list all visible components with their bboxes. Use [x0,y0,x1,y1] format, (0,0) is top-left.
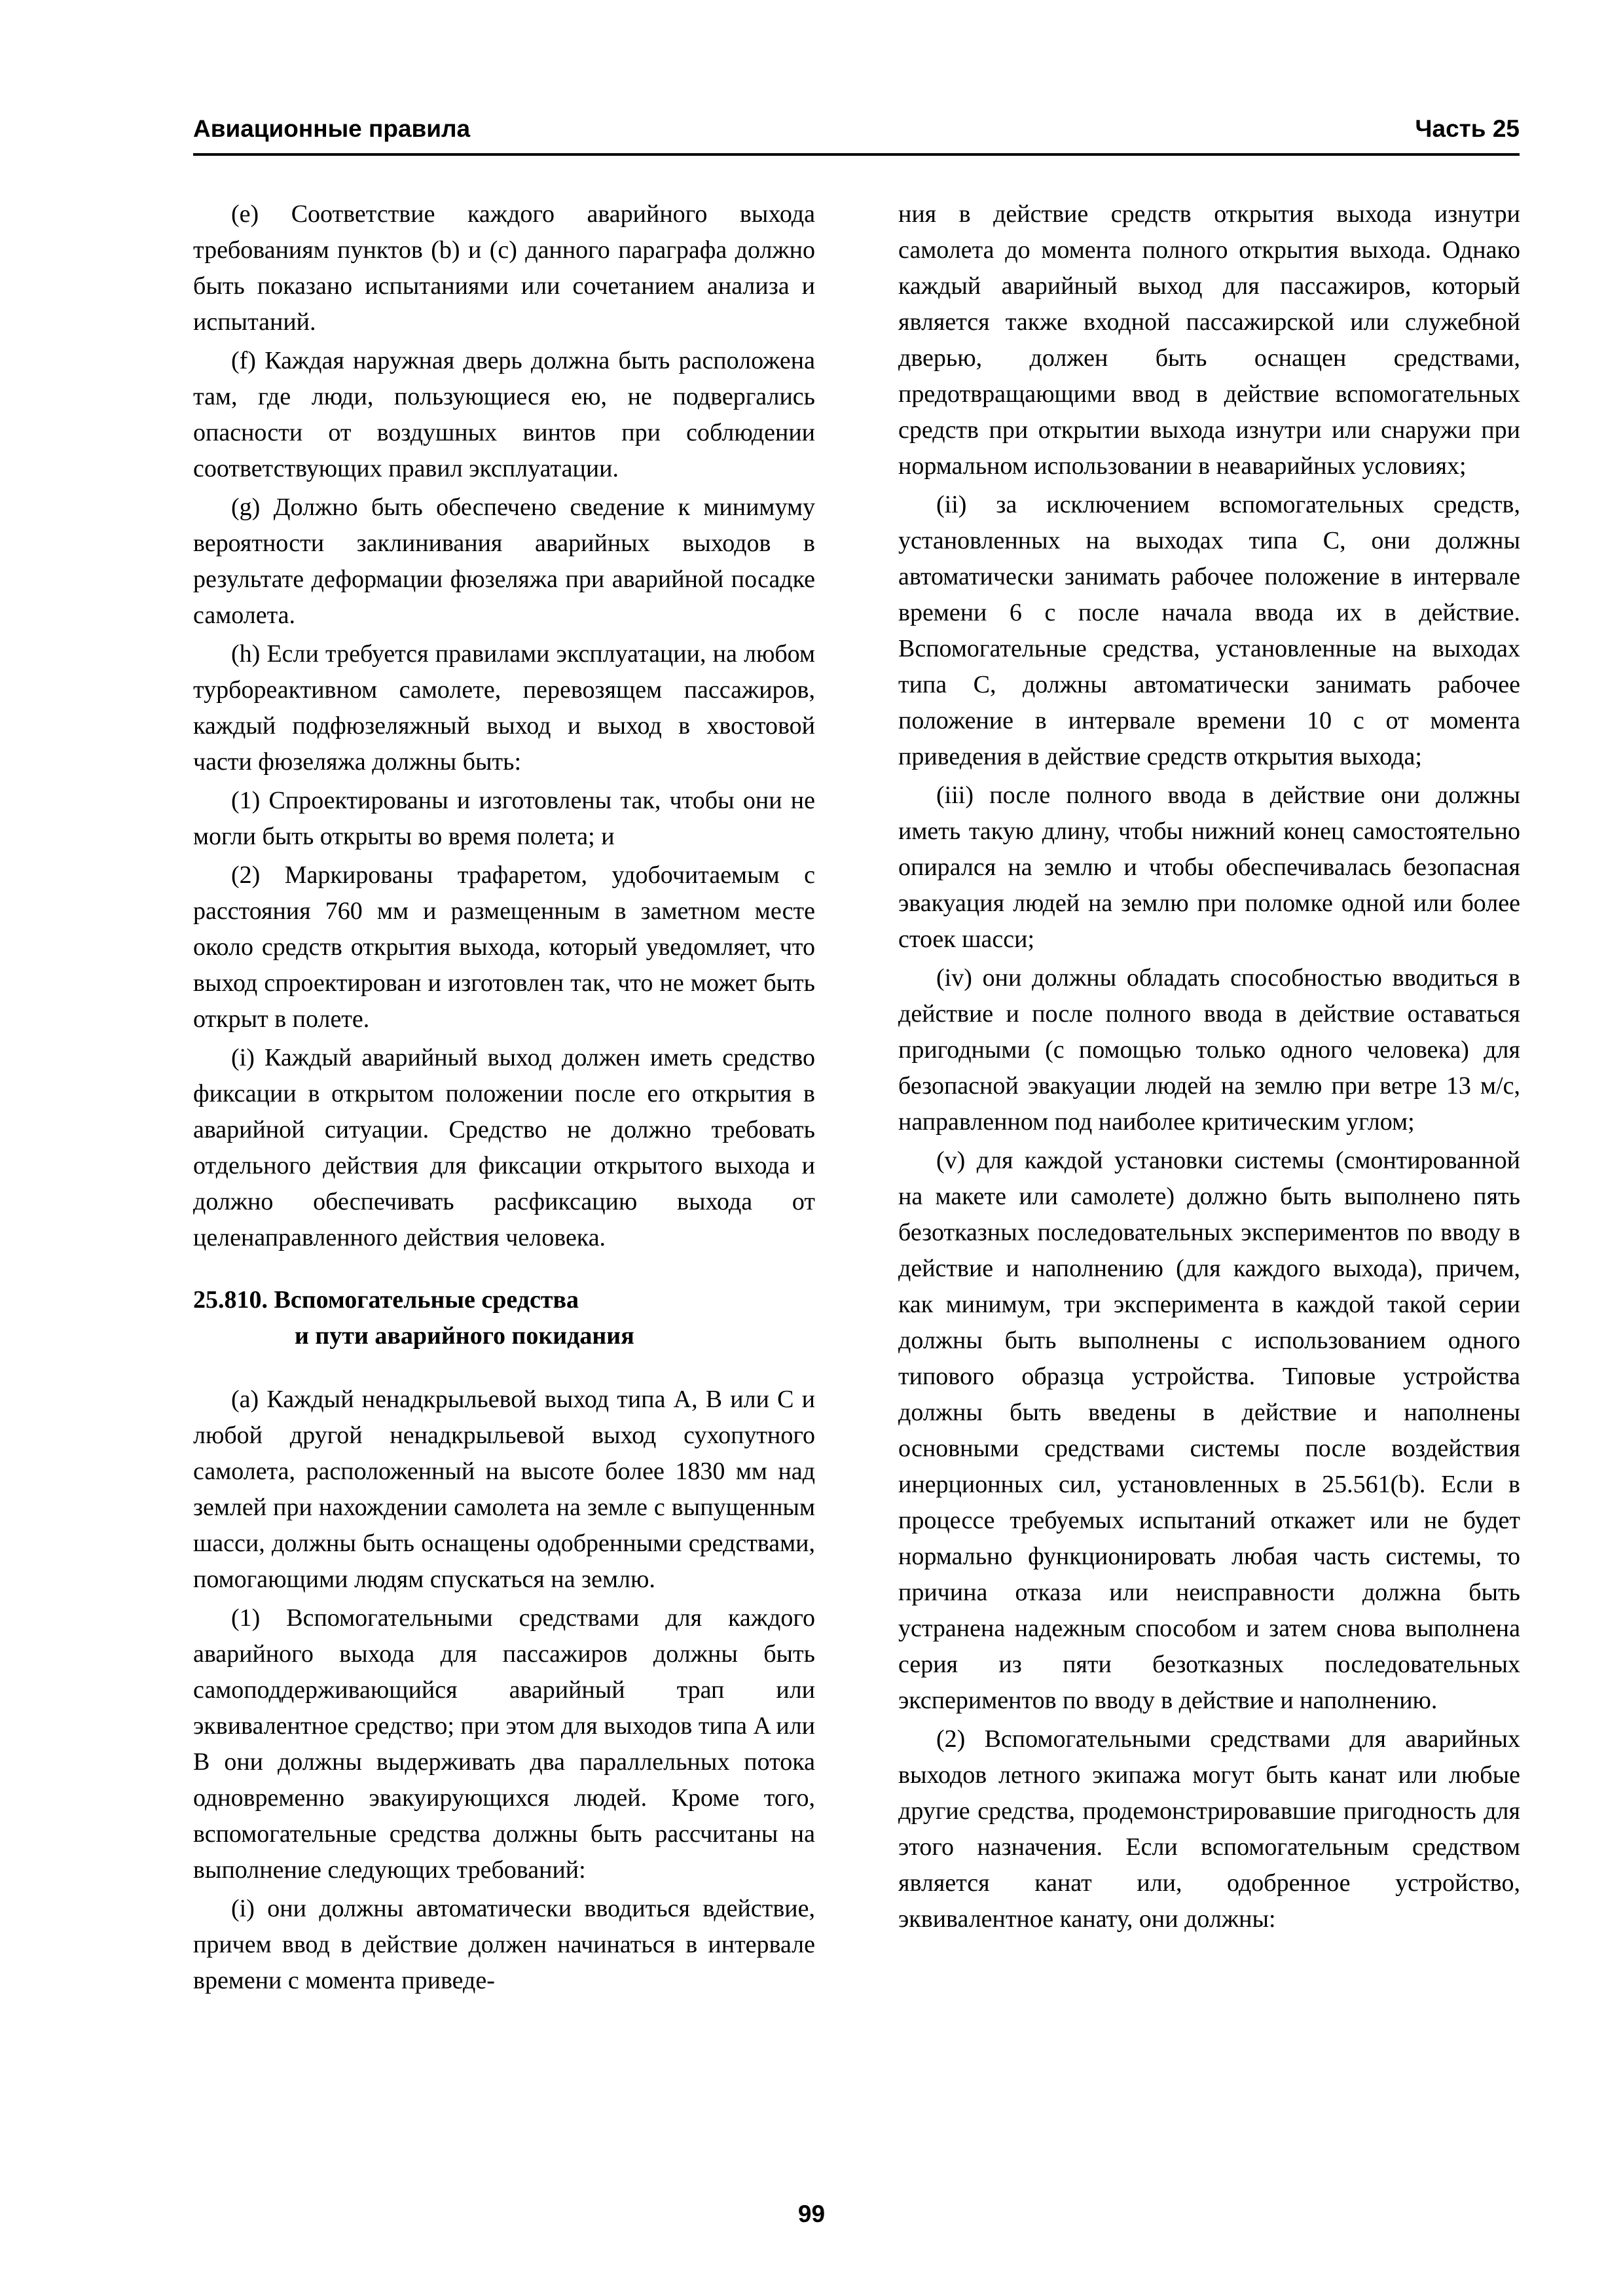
paragraph-810-a: (a) Каждый ненадкрыльевой выход типа A, B или C и любой другой ненадкрыльевой выход сухопутного самолета, расположенный на высоте более 1830 мм над землей при нахождении самолета на земле с выпущенным шасси, должны быть оснащены одобренными средствами, помогающими людям спускаться на землю. [193,1386,815,1593]
header-rule [193,153,1520,156]
page-number: 99 [797,2200,826,2227]
paragraph-h-1: (1) Спроектированы и изготовлены так, чтобы они не могли быть открыты во время полета; и [193,787,815,850]
paragraph-i: (i) Каждый аварийный выход должен иметь средство фиксации в открытом положении после его открытия в аварийной ситуации. Средство не должно требовать отдельного действия для фиксации открытого выхода и должно обеспечивать расфиксацию выхода от целенаправленного действия человека. [193,1044,815,1251]
left-column [193,196,815,2001]
paragraph-iii: (iii) после полного ввода в действие они должны иметь такую длину, чтобы нижний конец самостоятельно опирался на землю и чтобы обеспечивалась безопасная эвакуация людей на землю при поломке одной или более стоек шасси; [898,781,1520,953]
header-part: Часть 25 [1415,115,1520,142]
paragraph-h: (h) Если требуется правилами эксплуатации, на любом турбореактивном самолете, перевозящем пассажиров, каждый подфюзеляжный выход и выход в хвостовой части фюзеляжа должны быть: [193,640,815,776]
section-title-line-1: 25.810. Вспомогательные средства [193,1286,579,1314]
paragraph-e: (e) Соответствие каждого аварийного выхода требованиям пунктов (b) и (c) данного параграфа должно быть показано испытаниями или сочетанием анализа и испытаний. [193,200,815,336]
paragraph-h-2: (2) Маркированы трафаретом, удобочитаемым с расстояния 760 мм и размещенным в заметном месте около средств открытия выхода, который уведомляет, что выход спроектирован и изготовлен так, что не может быть открыт в полете. [193,861,815,1033]
paragraph-iv: (iv) они должны обладать способностью вводиться в действие и после полного ввода в действие оставаться пригодными (с помощью только одного человека) для безопасной эвакуации людей на землю при ветре 13 м/с, направленном под наиболее критическим углом; [898,964,1520,1136]
section-title-line-2: и пути аварийного покидания [295,1322,634,1350]
paragraph-f: (f) Каждая наружная дверь должна быть расположена там, где люди, пользующиеся ею, не подвергались опасности от воздушных винтов при соблюдении соответствующих правил эксплуатации. [193,347,815,482]
paragraph-810-a-2: (2) Вспомогательными средствами для аварийных выходов летного экипажа могут быть канат или любые другие средства, продемонстрировавшие пригодность для этого назначения. Если вспомогательным средством является канат или, одобренное устройство, эквивалентное канату, они должны: [898,1725,1520,1933]
right-column [898,196,1520,1940]
running-header [193,115,1520,144]
section-title [193,1282,815,1354]
paragraph-continuation: ния в действие средств открытия выхода изнутри самолета до момента полного открытия выхода. Однако каждый аварийный выход для пассажиров, который является также входной пассажирской или служебной дверью, должен быть оснащен средствами, предотвращающими ввод в действие вспомогательных средств при открытии выхода изнутри или снаружи при нормальном использовании в неаварийных условиях; [898,200,1520,480]
header-title: Авиационные правила [193,115,471,142]
paragraph-v: (v) для каждой установки системы (смонтированной на макете или самолете) должно быть выполнено пять безотказных последовательных экспериментов по вводу в действие и наполнению (для каждого выхода), причем, как минимум, три эксперимента в каждой такой серии должны быть выполнены с использованием одного типового образца устройства. Типовые устройства должны быть введены в действие и наполнены основными средствами системы после воздействия инерционных сил, установленных в 25.561(b). Если в процессе требуемых испытаний откажет или не будет нормально функционировать любая часть системы, то причина отказа или неисправности должна быть устранена надежным способом и затем снова выполнена серия из пяти безотказных последовательных экспериментов по вводу в действие и наполнению. [898,1147,1520,1714]
paragraph-ii: (ii) за исключением вспомогательных средств, установленных на выходах типа C, они должны автоматически занимать рабочее положение в интервале времени 6 с после начала ввода их в действие. Вспомогательные средства, установленные на выходах типа C, должны автоматически занимать рабочее положение в интервале времени 10 с от момента приведения в действие средств открытия выхода; [898,491,1520,770]
paragraph-810-a-1: (1) Вспомогательными средствами для каждого аварийного выхода для пассажиров должны быть самоподдерживающийся аварийный трап или эквивалентное средство; при этом для выходов типа A или B они должны выдерживать два параллельных потока одновременно эвакуирующихся людей. Кроме того, вспомогательные средства должны быть рассчитаны на выполнение следующих требований: [193,1604,815,1884]
paragraph-810-a-1-i: (i) они должны автоматически вводиться вдействие, причем ввод в действие должен начинаться в интервале времени с момента приведе- [193,1895,815,1994]
paragraph-g: (g) Должно быть обеспечено сведение к минимуму вероятности заклинивания аварийных выходов в результате деформации фюзеляжа при аварийной посадке самолета. [193,493,815,629]
